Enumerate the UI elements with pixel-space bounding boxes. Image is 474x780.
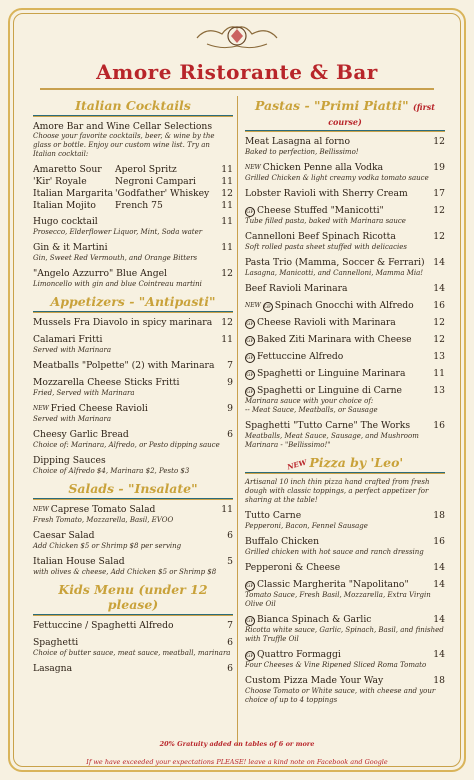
salads-heading: Salads - "Insalate" [68, 481, 198, 496]
menu-item [33, 429, 233, 450]
item-name-wrap [245, 510, 301, 522]
item-price: 12 [433, 205, 445, 216]
item-price [219, 455, 233, 467]
item-desc: Prosecco, Elderflower Liquor, Mint, Soda water [33, 228, 203, 236]
item-name: Fettuccine / Spaghetti Alfredo [33, 620, 174, 631]
item-price: 7 [227, 360, 233, 371]
pasta-list [245, 136, 445, 450]
menu-item [33, 242, 233, 263]
new-tag: NEW [33, 405, 49, 412]
item-name: Spaghetti [33, 637, 79, 648]
item-price: 6 [227, 663, 233, 674]
item-row [245, 136, 445, 148]
gluten-free-icon: GF [246, 389, 254, 395]
item-price: 11 [221, 176, 233, 187]
menu-item [245, 562, 445, 574]
item-price: 16 [433, 536, 445, 547]
item-price: 11 [221, 200, 233, 211]
gluten-free-icon: GF [246, 355, 254, 361]
cocktail-pair-row [33, 188, 233, 200]
item-name-wrap [33, 620, 173, 632]
item-name: Quattro Formaggi [257, 649, 341, 660]
item-desc: Tomato Sauce, Fresh Basil, Mozzarella, Extra Virgin Olive Oil [245, 591, 431, 608]
item-name-wrap [245, 205, 384, 217]
menu-item [245, 649, 445, 670]
gratuity-note: 20% Gratuity added on tables of 6 or more [159, 740, 315, 748]
left-column [33, 94, 233, 680]
menu-item [245, 614, 445, 644]
item-name-wrap [245, 351, 343, 363]
item-name-wrap [245, 231, 396, 243]
item-row [245, 334, 445, 346]
item-desc: Fresh Tomato, Mozzarella, Basil, EVOO [33, 516, 174, 524]
menu-item [245, 283, 445, 295]
menu-item [33, 216, 233, 237]
item-row [245, 188, 445, 200]
item-desc: Choice of: Marinara, Alfredo, or Pesto dipping sauce [33, 441, 220, 449]
cocktail-name: Amaretto Sour [33, 164, 102, 175]
cocktails-intro [33, 121, 233, 159]
pastas-heading-sub: (first course) [328, 102, 435, 127]
item-row [245, 579, 445, 591]
item-row [33, 455, 233, 467]
item-desc: Tube filled pasta, baked with Marinara sauce [245, 217, 406, 225]
pizza-intro-text: Artisanal 10 inch thin pizza hand crafted from fresh dough with classic toppings, a perfect appetizer for sharing at the table! [245, 478, 430, 504]
item-row [33, 317, 233, 329]
item-name-wrap [245, 562, 340, 574]
item-price: 11 [221, 216, 233, 227]
item-desc: Marinara sauce with your choice of: -- Meat Sauce, Meatballs, or Sausage [245, 397, 378, 414]
cocktail-pair-row [33, 164, 233, 176]
menu-item [245, 136, 445, 157]
menu-item [33, 504, 233, 525]
menu-item [33, 334, 233, 355]
item-price: 12 [433, 317, 445, 328]
item-row [33, 620, 233, 632]
item-name-wrap [33, 216, 98, 228]
item-row [245, 385, 445, 397]
item-price: 14 [433, 257, 445, 268]
item-name-wrap [245, 579, 409, 591]
cocktail-name: Negroni Campari [115, 176, 196, 187]
cocktail-pair-row [33, 200, 233, 212]
item-price: 14 [433, 614, 445, 625]
item-price: 18 [433, 510, 445, 521]
menu-item [245, 368, 445, 380]
item-name: Meatballs "Polpette" (2) with Marinara [33, 360, 215, 371]
item-price: 19 [433, 162, 445, 173]
intro-title: Amore Bar and Wine Cellar Selections [33, 121, 213, 132]
item-desc: Fried, Served with Marinara [33, 389, 135, 397]
cocktail-pair-row [33, 176, 233, 188]
item-price: 14 [433, 579, 445, 590]
item-desc: Served with Marinara [33, 346, 111, 354]
menu-item [33, 360, 233, 372]
item-name-wrap [245, 257, 425, 269]
item-name-wrap [245, 368, 405, 380]
item-name: Mozzarella Cheese Sticks Fritti [33, 377, 180, 388]
kids-list [33, 620, 233, 675]
item-name-wrap [245, 300, 414, 312]
item-name-wrap [245, 136, 350, 148]
item-name: Caesar Salad [33, 530, 95, 541]
item-price: 12 [433, 334, 445, 345]
item-desc: with olives & cheese, Add Chicken $5 or Shrimp $8 [33, 568, 217, 576]
cocktail-name: 'Godfather' Whiskey [115, 188, 210, 199]
menu-item [33, 317, 233, 329]
item-price: 12 [221, 317, 233, 328]
item-name-wrap [33, 556, 125, 568]
item-name-wrap [33, 377, 179, 389]
menu-item [33, 403, 233, 424]
item-name-wrap [245, 317, 396, 329]
item-name: Fettuccine Alfredo [257, 351, 344, 362]
menu-item [245, 536, 445, 557]
section-divider [33, 311, 233, 313]
menu-item [245, 351, 445, 363]
item-name: Beef Ravioli Marinara [245, 283, 348, 294]
item-name: Spinach Gnocchi with Alfredo [274, 300, 414, 311]
item-name: Lasagna [33, 663, 73, 674]
item-price: 6 [227, 637, 233, 648]
column-divider [237, 96, 238, 746]
gluten-free-icon: GF [246, 618, 254, 624]
item-price: 18 [433, 675, 445, 686]
item-price: 12 [221, 268, 233, 279]
item-name: Tutto Carne [245, 510, 302, 521]
item-desc: Limoncello with gin and blue Cointreau martini [33, 280, 202, 288]
item-desc: Choice of Alfredo $4, Marinara $2, Pesto $3 [33, 467, 190, 475]
menu-item [245, 300, 445, 312]
item-name-wrap [33, 663, 72, 675]
item-name: Italian House Salad [33, 556, 125, 567]
item-name-wrap [33, 504, 155, 516]
menu-item [245, 385, 445, 415]
item-name: Cannelloni Beef Spinach Ricotta [245, 231, 396, 242]
item-name-wrap [33, 334, 102, 346]
section-divider [245, 472, 445, 474]
menu-item [33, 620, 233, 632]
item-desc: Baked to perfection, Bellissimo! [245, 148, 359, 156]
review-note: If we have exceeded your expectations PLEASE! leave a kind note on Facebook and Google [86, 758, 388, 766]
item-price: 6 [227, 429, 233, 440]
item-name-wrap [245, 649, 341, 661]
item-row [33, 637, 233, 649]
item-name: Meat Lasagna al forno [245, 136, 351, 147]
new-tag: NEW [33, 506, 49, 513]
item-name: Classic Margherita "Napolitano" [257, 579, 409, 590]
crest-icon [187, 16, 287, 56]
item-desc: Lasagna, Manicotti, and Cannelloni, Mamma Mia! [245, 269, 424, 277]
section-divider [33, 115, 233, 117]
item-desc: Four Cheeses & Vine Ripened Sliced Roma Tomato [245, 661, 427, 669]
item-desc: Meatballs, Meat Sauce, Sausage, and Mushroom Marinara - "Bellissimo!" [245, 432, 419, 449]
item-name-wrap [33, 242, 108, 254]
item-price: 11 [433, 368, 445, 379]
item-price: 5 [227, 556, 233, 567]
gluten-free-icon: GF [246, 338, 254, 344]
item-name-wrap [245, 420, 410, 432]
menu-item [245, 510, 445, 531]
item-name-wrap [245, 283, 348, 295]
menu-item [245, 205, 445, 226]
menu-item [245, 162, 445, 183]
item-desc: Ricotta white sauce, Garlic, Spinach, Basil, and finished with Truffle Oil [245, 626, 444, 643]
item-name: Dipping Sauces [33, 455, 106, 466]
item-price: 11 [221, 334, 233, 345]
item-desc: Grilled Chicken & light creamy vodka tomato sauce [245, 174, 429, 182]
item-desc: Pepperoni, Bacon, Fennel Sausage [245, 522, 368, 530]
item-price: 14 [433, 562, 445, 573]
section-divider [245, 130, 445, 132]
title-divider [40, 88, 434, 90]
item-row [33, 216, 233, 228]
pizza-heading-text: Pizza by 'Leo' [309, 455, 404, 470]
gluten-free-icon: GF [264, 304, 272, 310]
item-price: 6 [227, 530, 233, 541]
item-desc: Served with Marinara [33, 415, 111, 423]
menu-item [33, 268, 233, 289]
item-name: Cheesy Garlic Bread [33, 429, 129, 440]
intro-desc: Choose your favorite cocktails, beer, & wine by the glass or bottle. Enjoy our custom wine list. Try an Italian cocktail: [33, 132, 215, 158]
item-name: Spaghetti or Linguine di Carne [257, 385, 402, 396]
item-row [33, 268, 233, 280]
pizza-intro [245, 478, 445, 505]
cocktail-name: 'Kir' Royale [33, 176, 87, 187]
appetizers-heading: Appetizers - "Antipasti" [50, 294, 216, 309]
cocktail-list [33, 216, 233, 289]
salad-list [33, 504, 233, 577]
item-row [245, 675, 445, 687]
item-name: Buffalo Chicken [245, 536, 320, 547]
item-name: Lobster Ravioli with Sherry Cream [245, 188, 408, 199]
item-row [33, 377, 233, 389]
item-name-wrap [33, 637, 78, 649]
item-row [33, 242, 233, 254]
item-price: 9 [227, 377, 233, 388]
item-name: Cheese Ravioli with Marinara [257, 317, 396, 328]
item-row [245, 205, 445, 217]
menu-item [245, 579, 445, 609]
item-name: Spaghetti or Linguine Marinara [257, 368, 406, 379]
item-row [33, 663, 233, 675]
item-name-wrap [245, 385, 402, 397]
menu-item [245, 257, 445, 278]
item-row [245, 368, 445, 380]
new-tag: NEW [245, 164, 261, 171]
menu-item [245, 334, 445, 346]
item-name-wrap [245, 536, 319, 548]
item-price: 12 [433, 136, 445, 147]
item-name: Pepperoni & Cheese [245, 562, 341, 573]
item-row [245, 231, 445, 243]
restaurant-title: Amore Ristorante & Bar [96, 60, 378, 84]
item-name-wrap [245, 188, 408, 200]
item-price: 16 [433, 300, 445, 311]
item-desc: Choice of butter sauce, meat sauce, meatball, marinara [33, 649, 231, 657]
gluten-free-icon: GF [246, 583, 254, 589]
menu-item [33, 377, 233, 398]
menu-item [33, 530, 233, 551]
menu-item [245, 188, 445, 200]
item-name: Calamari Fritti [33, 334, 103, 345]
item-name-wrap [33, 317, 212, 329]
item-name: Pasta Trio (Mamma, Soccer & Ferrari) [245, 257, 425, 268]
item-name-wrap [33, 268, 167, 280]
menu-item [245, 317, 445, 329]
item-price: 13 [433, 385, 445, 396]
item-name: Caprese Tomato Salad [50, 504, 156, 515]
item-name: Cheese Stuffed "Manicotti" [257, 205, 384, 216]
item-name: Gin & it Martini [33, 242, 108, 253]
menu-item [245, 675, 445, 705]
item-name: Baked Ziti Marinara with Cheese [257, 334, 412, 345]
cocktail-name: French 75 [115, 200, 163, 211]
item-row [245, 614, 445, 626]
item-row [245, 510, 445, 522]
item-row [245, 257, 445, 269]
item-row [245, 536, 445, 548]
item-name-wrap [33, 455, 106, 467]
item-name-wrap [33, 403, 148, 415]
right-column [245, 94, 445, 710]
item-price: 14 [433, 283, 445, 294]
item-desc: Soft rolled pasta sheet stuffed with delicacies [245, 243, 407, 251]
item-name-wrap [245, 614, 371, 626]
item-row [245, 300, 445, 312]
new-tag: NEW [245, 302, 261, 309]
pastas-heading-text: Pastas - "Primi Piatti" [254, 98, 409, 113]
gluten-free-icon: GF [246, 653, 254, 659]
item-name-wrap [245, 162, 383, 174]
item-name: Spaghetti "Tutto Carne" The Works [245, 420, 411, 431]
cocktail-name: Aperol Spritz [115, 164, 177, 175]
item-name: Mussels Fra Diavolo in spicy marinara [33, 317, 213, 328]
item-price: 11 [221, 242, 233, 253]
item-name: Fried Cheese Ravioli [50, 403, 148, 414]
item-row [245, 283, 445, 295]
item-price: 7 [227, 620, 233, 631]
section-divider [33, 614, 233, 616]
item-row [33, 429, 233, 441]
item-name-wrap [33, 429, 129, 441]
item-row [245, 562, 445, 574]
item-row [33, 403, 233, 415]
item-desc: Gin, Sweet Red Vermouth, and Orange Bitters [33, 254, 198, 262]
item-row [33, 360, 233, 372]
item-row [33, 504, 233, 516]
item-price: 9 [227, 403, 233, 414]
item-row [245, 351, 445, 363]
cocktail-pairs [33, 164, 233, 212]
appetizer-list [33, 317, 233, 476]
item-row [245, 649, 445, 661]
item-price: 16 [433, 420, 445, 431]
pastas-heading [245, 98, 445, 128]
menu-item [245, 231, 445, 252]
item-row [33, 530, 233, 542]
pizza-list [245, 510, 445, 705]
new-badge: NEW [285, 457, 308, 472]
item-name-wrap [33, 360, 214, 372]
item-name: Hugo cocktail [33, 216, 98, 227]
item-desc: Grilled chicken with hot sauce and ranch dressing [245, 548, 424, 556]
menu-item [33, 637, 233, 658]
item-name: "Angelo Azzurro" Blue Angel [33, 268, 167, 279]
item-price: 11 [221, 164, 233, 175]
cocktails-heading: Italian Cocktails [75, 98, 191, 113]
gluten-free-icon: GF [246, 209, 254, 215]
section-divider [33, 498, 233, 500]
menu-item [245, 420, 445, 450]
item-price: 12 [221, 188, 233, 199]
item-name: Custom Pizza Made Your Way [245, 675, 384, 686]
pizza-heading [245, 455, 445, 470]
item-name: Chicken Penne alla Vodka [262, 162, 384, 173]
menu-item [33, 455, 233, 476]
item-price: 13 [433, 351, 445, 362]
cocktail-name: Italian Mojito [33, 200, 96, 211]
item-price: 14 [433, 649, 445, 660]
item-row [33, 334, 233, 346]
item-price: 12 [433, 231, 445, 242]
item-row [245, 317, 445, 329]
kids-heading: Kids Menu (under 12 please) [58, 582, 208, 612]
item-row [245, 162, 445, 174]
item-name-wrap [33, 530, 95, 542]
cocktail-name: Italian Margarita [33, 188, 114, 199]
item-row [245, 420, 445, 432]
item-name-wrap [245, 334, 412, 346]
item-price: 11 [221, 504, 233, 515]
menu-item [33, 556, 233, 577]
gluten-free-icon: GF [246, 372, 254, 378]
item-name-wrap [245, 675, 383, 687]
item-name: Bianca Spinach & Garlic [257, 614, 372, 625]
item-desc: Add Chicken $5 or Shrimp $8 per serving [33, 542, 182, 550]
item-desc: Choose Tomato or White sauce, with cheese and your choice of up to 4 toppings [245, 687, 436, 704]
menu-item [33, 663, 233, 675]
item-row [33, 556, 233, 568]
gluten-free-icon: GF [246, 321, 254, 327]
item-price: 17 [433, 188, 445, 199]
